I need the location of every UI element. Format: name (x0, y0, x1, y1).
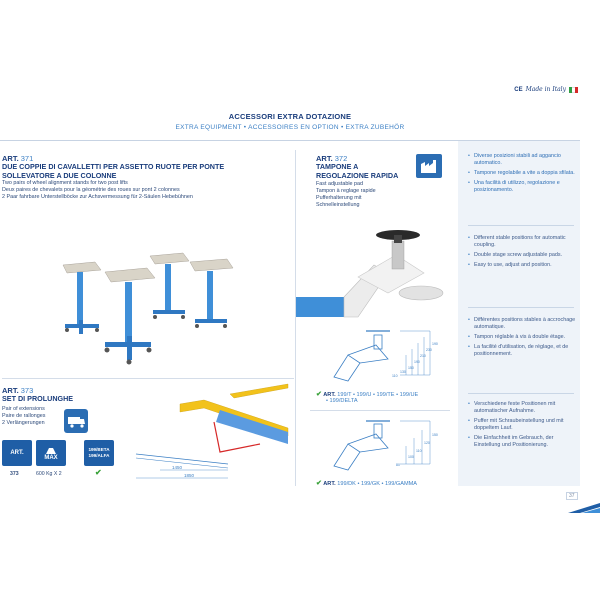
feature-en-2: • Double stage screw adjustable pads. (468, 252, 576, 259)
stand-1 (63, 262, 101, 334)
page-number: 37 (566, 492, 578, 500)
dim-bottom-4: 100 (408, 455, 414, 459)
pad-diagram-top (330, 325, 450, 385)
art-373-desc-fr: Paire de rallonges (2, 412, 46, 419)
dim-bottom-3: 110 (416, 449, 422, 453)
feature-fr-3: • La facilité d'utilisation, de réglage, et de positionnement. (468, 344, 576, 358)
art-372-compat-1b: • 199/DELTA (326, 398, 358, 404)
made-in-label: Made in Italy (525, 86, 566, 93)
art-373-desc-de: 2 Verlängerungen (2, 419, 45, 426)
art-371-desc-de: 2 Paar fahrbare Unterstellböcke zur Achsvermessung für 2-Säulen Hebebühnen (2, 194, 193, 200)
check-icon: ✔ (316, 391, 322, 398)
extension-icon (64, 409, 88, 433)
dim-1450: 1450 (172, 465, 183, 470)
dim-top-3: 210 (420, 354, 426, 358)
feature-fr-1: • Différentes positions stables à accrochage automatique. (468, 317, 576, 331)
wheel-alignment-stands-image (55, 250, 245, 370)
stand-2 (105, 268, 156, 365)
dim-top-6: 130 (400, 370, 406, 374)
feature-it-1: • Diverse posizioni stabili ad aggancio automatico. (468, 153, 576, 167)
art-371-desc-fr: Deux paires de chevalets pour la géométrie des roues sur pont 2 colonnes (2, 187, 180, 193)
art-372-desc-de-2: Schnelleinstellung (316, 202, 360, 208)
art-371-title: DUE COPPIE DI CAVALLETTI PER ASSETTO RUOTE PER PONTE SOLLEVATORE A DUE COLONNE (2, 162, 225, 180)
spec-max-value: 600 Kg X 2 (36, 471, 62, 477)
spec-art-box: ART. (2, 440, 32, 466)
features-de (468, 401, 576, 452)
art-372-desc-en: Fast adjustable pad (316, 181, 364, 187)
adjustable-pad-image (296, 225, 456, 325)
art-372-label: ART. 372 (316, 154, 348, 163)
features-divider-3 (468, 393, 574, 394)
features-divider-2 (468, 307, 574, 308)
art-373-desc-en: Pair of extensions (2, 405, 45, 412)
weight-icon (44, 446, 58, 455)
art-372-title-1: TAMPONE A (316, 162, 359, 171)
feature-de-2: • Puffer mit Schraubeinstellung und mit doppeltem Lauf. (468, 418, 576, 432)
feature-it-2: • Tampone regolabile a vite a doppia sfilata. (468, 170, 576, 177)
factory-icon (416, 154, 442, 178)
spec-models-box: 199/BETA 199/ALFA (84, 440, 114, 466)
made-in-italy-badge (514, 86, 578, 93)
art-371-label: ART. 371 (2, 154, 34, 163)
corner-stripe (560, 503, 600, 513)
feature-de-3: • Die Einfachheit im Gebrauch, der Einstellung und Positionierung. (468, 435, 576, 449)
check-icon: ✔ (316, 480, 322, 487)
feature-en-3: • Easy to use, adjust and position. (468, 262, 576, 269)
dim-top-7: 110 (392, 374, 398, 378)
dim-1850: 1850 (184, 473, 195, 478)
art-372-desc-fr: Tampon à reglage rapide (316, 188, 376, 194)
ce-mark: CE (514, 86, 523, 93)
stand-4 (190, 259, 233, 328)
features-divider-1 (468, 225, 574, 226)
feature-fr-2: • Tampon réglable à vis à double étage. (468, 334, 576, 341)
art-373-title: SET DI PROLUNGHE (2, 394, 74, 403)
dim-bottom-2: 120 (424, 441, 430, 445)
dim-top-4: 190 (414, 360, 420, 364)
art-372-compat-1: ✔ ART. 199/T • 199/U • 199/TE • 199/UE (316, 391, 419, 398)
feature-de-1: • Verschiedene feste Positionen mit automatischer Aufnahme. (468, 401, 576, 415)
page-subtitle: EXTRA EQUIPMENT • ACCESSOIRES EN OPTION • EXTRA ZUBEHÖR (175, 124, 405, 131)
art-371-section (2, 154, 292, 201)
page-title: ACCESSORI EXTRA DOTAZIONE (228, 112, 352, 121)
extension-dimension-diagram (110, 448, 230, 482)
extensions-image (180, 378, 290, 458)
italy-flag-icon (569, 87, 578, 93)
art-372-compat-2: ✔ ART. 199/DK • 199/GK • 199/GAMMA (316, 480, 418, 487)
features-en (468, 235, 576, 272)
stand-3 (150, 253, 189, 319)
dim-bottom-5: 80 (396, 463, 400, 467)
features-column (458, 141, 580, 486)
art-372-divider (310, 410, 450, 411)
features-fr (468, 317, 576, 361)
spec-max-box: MAX (36, 440, 66, 466)
dim-top-2: 230 (426, 348, 432, 352)
feature-it-3: • Una facilità di utilizzo, regolazione e posizionamento. (468, 180, 576, 194)
pad-diagram-bottom (330, 418, 450, 473)
dim-bottom-1: 150 (432, 433, 438, 437)
feature-en-1: • Different stable positions for automatic coupling. (468, 235, 576, 249)
spec-models-check: ✔ (95, 468, 102, 477)
art-373-label: ART. 373 (2, 386, 34, 395)
art-371-desc-en: Two pairs of wheel alignment stands for two post lifts (2, 180, 128, 186)
dim-top-1: 190 (432, 342, 438, 346)
art-372-desc-de-1: Pufferhalterung mit (316, 195, 362, 201)
dim-top-5: 150 (408, 366, 414, 370)
art-372-title-2: REGOLAZIONE RAPIDA (316, 170, 399, 180)
spec-art-value: 373 (10, 471, 19, 477)
features-it (468, 153, 576, 197)
